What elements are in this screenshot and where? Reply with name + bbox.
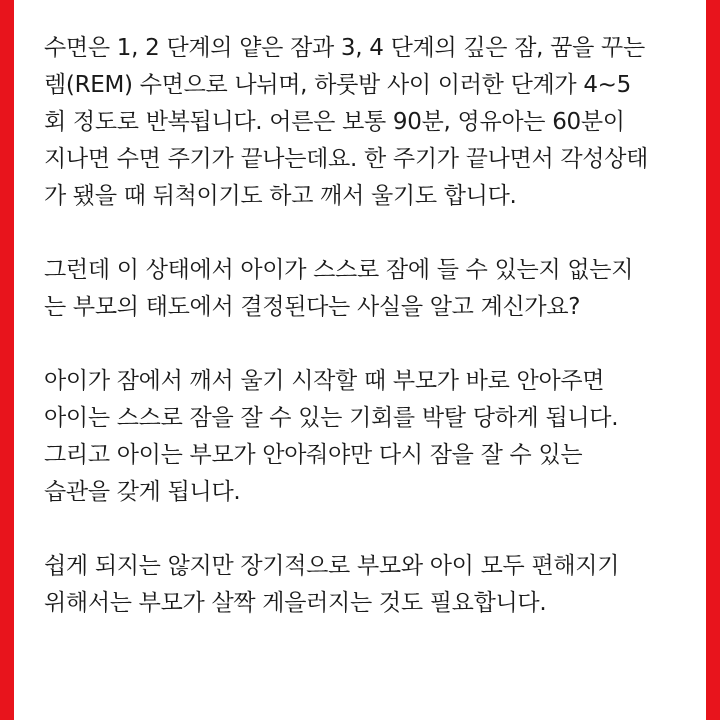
- text-line: 그런데 이 상태에서 아이가 스스로 잠에 들 수 있는지 없는지: [44, 257, 634, 283]
- text-line: 렘(REM) 수면으로 나뉘며, 하룻밤 사이 이러한 단계가 4~5: [44, 72, 631, 98]
- red-border-left: [0, 0, 14, 720]
- paragraph-holding-habit: [44, 363, 694, 511]
- article-body: [44, 30, 694, 659]
- text-line: 는 부모의 태도에서 결정된다는 사실을 알고 계신가요?: [44, 294, 581, 320]
- red-border-right: [706, 0, 720, 720]
- text-line: 지나면 수면 주기가 끝나는데요. 한 주기가 끝나면서 각성상태: [44, 146, 649, 172]
- text-line: 회 정도로 반복됩니다. 어른은 보통 90분, 영유아는 60분이: [44, 109, 625, 135]
- text-line: 그리고 아이는 부모가 안아줘야만 다시 잠을 잘 수 있는: [44, 442, 583, 468]
- text-line: 아이는 스스로 잠을 잘 수 있는 기회를 박탈 당하게 됩니다.: [44, 405, 619, 431]
- paragraph-parent-attitude: [44, 252, 694, 326]
- paragraph-sleep-stages: [44, 30, 694, 215]
- text-line: 아이가 잠에서 깨서 울기 시작할 때 부모가 바로 안아주면: [44, 368, 605, 394]
- text-line: 수면은 1, 2 단계의 얕은 잠과 3, 4 단계의 깊은 잠, 꿈을 꾸는: [44, 35, 645, 61]
- paragraph-conclusion: [44, 548, 694, 622]
- text-line: 습관을 갖게 됩니다.: [44, 479, 241, 505]
- text-line: 위해서는 부모가 살짝 게을러지는 것도 필요합니다.: [44, 590, 547, 616]
- text-line: 쉽게 되지는 않지만 장기적으로 부모와 아이 모두 편해지기: [44, 553, 620, 579]
- text-line: 가 됐을 때 뒤척이기도 하고 깨서 울기도 합니다.: [44, 183, 517, 209]
